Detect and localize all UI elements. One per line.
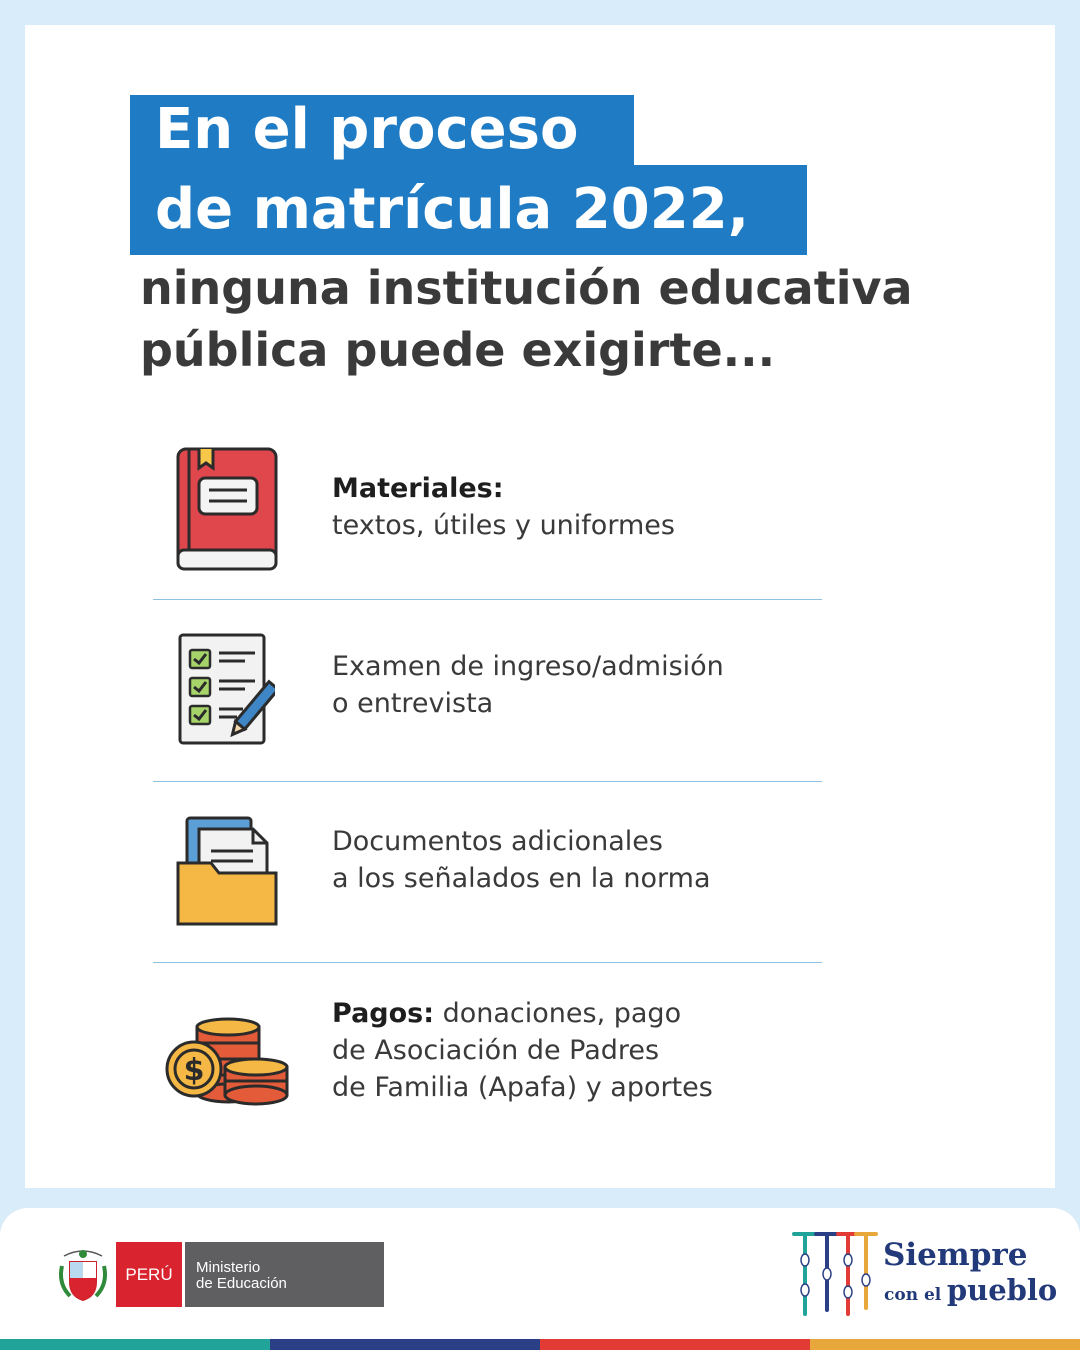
footer-stripe-orange xyxy=(810,1339,1080,1350)
item-documentos-line-2: a los señalados en la norma xyxy=(332,863,711,894)
subheadline-line-2: pública puede exigirte... xyxy=(140,323,776,377)
ministry-line-1: Ministerio xyxy=(196,1259,261,1276)
item-documentos-line-1: Documentos adicionales xyxy=(332,826,663,857)
item-materiales xyxy=(332,470,675,544)
item-examen-line-2: o entrevista xyxy=(332,688,494,719)
footer-stripe-red xyxy=(540,1339,810,1350)
slogan-logo-icon xyxy=(792,1230,878,1318)
slogan-big: pueblo xyxy=(946,1273,1058,1307)
ministry-label xyxy=(185,1242,384,1307)
footer-stripe-navy xyxy=(270,1339,540,1350)
item-pagos-title: Pagos: xyxy=(332,998,435,1029)
slogan-line-2 xyxy=(884,1273,1057,1307)
item-pagos-line-2: de Asociación de Padres xyxy=(332,1035,660,1066)
item-documentos xyxy=(332,823,711,897)
item-examen-line-1: Examen de ingreso/admisión xyxy=(332,651,724,682)
item-pagos xyxy=(332,995,713,1106)
coins-icon xyxy=(163,1017,291,1107)
divider xyxy=(153,781,822,782)
item-pagos-line-1: donaciones, pago xyxy=(434,998,682,1029)
divider xyxy=(153,599,822,600)
divider xyxy=(153,962,822,963)
headline-line-2: de matrícula 2022, xyxy=(130,165,807,255)
slogan-line-1: Siempre xyxy=(883,1237,1028,1273)
svg-text:$: $ xyxy=(183,1053,205,1088)
item-materiales-title: Materiales: xyxy=(332,473,504,504)
slogan-small: con el xyxy=(884,1285,942,1305)
ministry-line-2: de Educación xyxy=(196,1275,287,1292)
item-materiales-desc: textos, útiles y uniformes xyxy=(332,510,675,541)
item-examen xyxy=(332,648,724,722)
subheadline-line-1: ninguna institución educativa xyxy=(140,261,913,315)
coat-of-arms-icon xyxy=(56,1244,110,1306)
book-icon xyxy=(175,446,279,572)
headline-line-1: En el proceso xyxy=(130,95,634,167)
footer-stripe-teal xyxy=(0,1339,270,1350)
peru-label: PERÚ xyxy=(116,1242,182,1307)
folder-icon xyxy=(175,815,279,927)
item-pagos-line-3: de Familia (Apafa) y aportes xyxy=(332,1072,713,1103)
checklist-icon xyxy=(177,632,275,746)
